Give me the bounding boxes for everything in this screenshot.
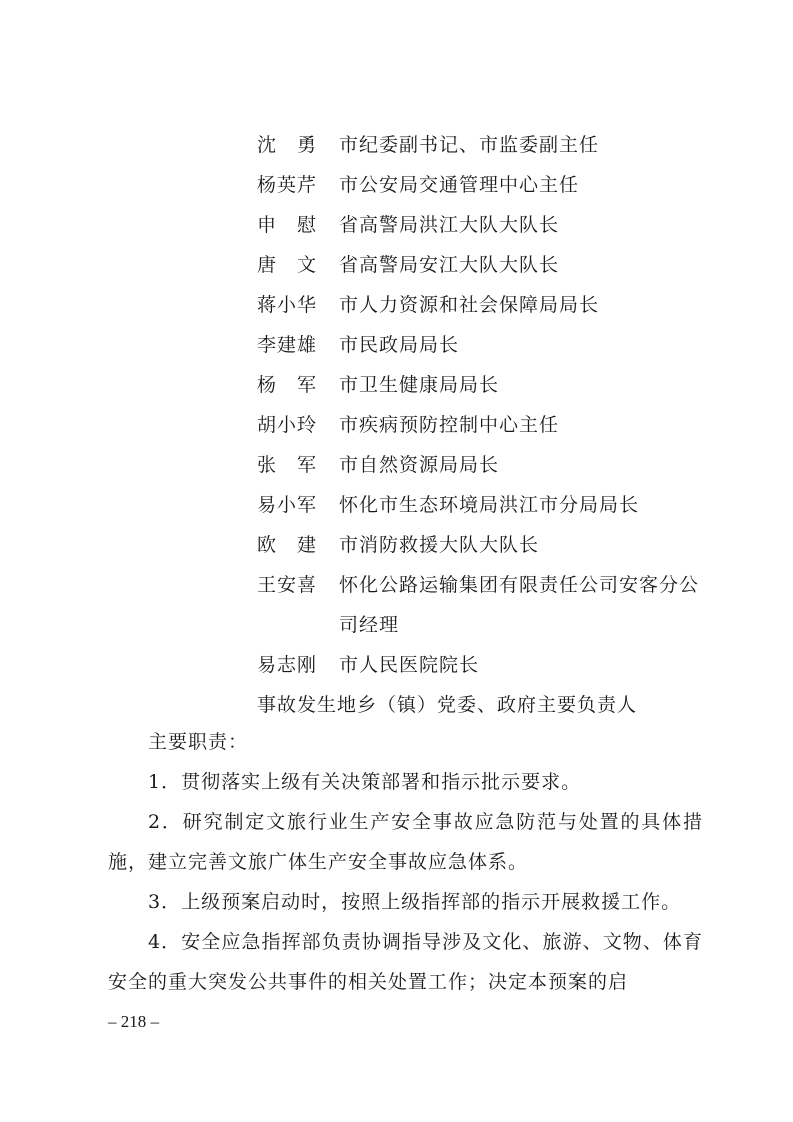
member-title: 市疾病预防控制中心主任 [339,414,560,436]
member-name: 胡小玲 [257,414,318,436]
member-name [257,365,317,405]
member-row [257,205,717,245]
member-name-char: 杨 [257,374,278,396]
member-name-char: 军 [296,454,317,476]
member-title: 怀化市生态环境局洪江市分局局长 [339,494,640,516]
member-name: 李建雄 [257,334,318,356]
member-list [257,125,717,725]
member-row [257,565,717,645]
member-name-char: 沈 [257,134,278,156]
member-name: 蒋小华 [257,294,318,316]
member-name [257,125,317,165]
member-name-char: 唐 [257,254,278,276]
member-name-char: 欧 [257,534,278,556]
duty-item: 3．上级预案启动时，按照上级指挥部的指示开展救援工作。 [148,891,682,913]
page-number: – 218 – [108,1012,159,1031]
member-title: 市自然资源局局长 [339,454,500,476]
member-title: 市公安局交通管理中心主任 [339,174,580,196]
member-name-char: 建 [296,534,317,556]
duties-section [108,722,703,1002]
member-name-char: 申 [257,214,278,236]
member-row [257,525,717,565]
member-row [257,125,717,165]
member-title: 省高警局安江大队大队长 [339,254,560,276]
member-name-char: 文 [296,254,317,276]
member-row [257,485,717,525]
member-row [257,445,717,485]
member-name: 易小军 [257,494,318,516]
member-name [257,245,317,285]
duty-item: 4．安全应急指挥部负责协调指导涉及文化、旅游、文物、体育安全的重大突发公共事件的相关处置工作；决定本预案的启 [108,931,703,993]
duty-item: 2．研究制定文旅行业生产安全事故应急防范与处置的具体措施，建立完善文旅广体生产安全事故应急体系。 [108,811,703,873]
member-name [257,445,317,485]
member-name [257,525,317,565]
duty-item: 1．贯彻落实上级有关决策部署和指示批示要求。 [148,771,582,793]
member-name: 王安喜 [257,574,318,596]
member-row [257,325,717,365]
member-name-char: 慰 [296,214,317,236]
member-title: 市纪委副书记、市监委副主任 [339,134,600,156]
member-title: 怀化公路运输集团有限责任公司安客分公司经理 [339,574,700,636]
member-name-char: 张 [257,454,278,476]
member-title: 市民政局局长 [339,334,460,356]
member-title: 市消防救援大队大队长 [339,534,540,556]
closing-member: 事故发生地乡（镇）党委、政府主要负责人 [257,694,638,716]
member-name [257,205,317,245]
member-row [257,285,717,325]
member-name: 易志刚 [257,654,318,676]
duties-heading: 主要职责： [148,731,249,753]
member-row [257,245,717,285]
member-row [257,405,717,445]
member-title: 市人民医院院长 [339,654,480,676]
member-row [257,165,717,205]
member-name-char: 军 [296,374,317,396]
member-title: 市人力资源和社会保障局局长 [339,294,600,316]
member-name: 杨英芹 [257,174,318,196]
member-title: 省高警局洪江大队大队长 [339,214,560,236]
member-row [257,365,717,405]
member-title: 市卫生健康局局长 [339,374,500,396]
member-row [257,645,717,685]
member-name-char: 勇 [296,134,317,156]
